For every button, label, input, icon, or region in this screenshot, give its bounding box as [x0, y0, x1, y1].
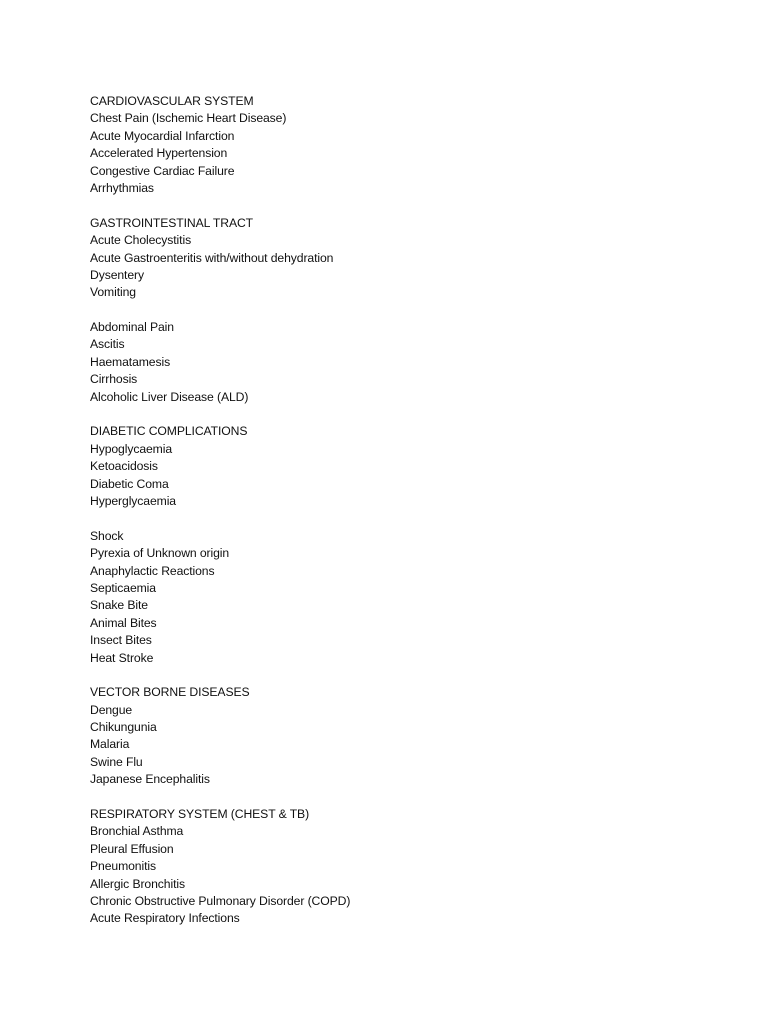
section-diabetic — [90, 423, 730, 510]
list-item: Septicaemia — [90, 580, 156, 595]
list-item: Chikungunia — [90, 720, 157, 735]
document-body — [90, 93, 730, 945]
list-item: Allergic Bronchitis — [90, 876, 185, 891]
list-item: Haematamesis — [90, 354, 171, 369]
list-item: Vomiting — [90, 285, 136, 300]
list-item: Alcoholic Liver Disease (ALD) — [90, 389, 249, 404]
list-item: Congestive Cardiac Failure — [90, 163, 235, 178]
list-item: Pleural Effusion — [90, 841, 174, 856]
list-item: Ketoacidosis — [90, 459, 158, 474]
list-item: Dengue — [90, 702, 133, 717]
list-item: Chronic Obstructive Pulmonary Disorder (COPD) — [90, 893, 351, 908]
list-item: Abdominal Pain — [90, 320, 174, 335]
section-cardiovascular — [90, 93, 730, 197]
list-item: Pneumonitis — [90, 859, 156, 874]
list-item: Accelerated Hypertension — [90, 146, 228, 161]
section-heading: CARDIOVASCULAR SYSTEM — [90, 94, 254, 108]
list-item: Pyrexia of Unknown origin — [90, 546, 230, 561]
list-item: Acute Respiratory Infections — [90, 911, 240, 926]
list-item: Swine Flu — [90, 754, 143, 769]
section-heading: VECTOR BORNE DISEASES — [90, 685, 250, 700]
list-item: Acute Gastroenteritis with/without dehydration — [90, 250, 334, 265]
list-item: Cirrhosis — [90, 372, 138, 387]
list-item: Chest Pain (Ischemic Heart Disease) — [90, 111, 287, 126]
list-item: Animal Bites — [90, 615, 157, 630]
list-item: Hyperglycaemia — [90, 493, 176, 508]
section-heading: DIABETIC COMPLICATIONS — [90, 424, 248, 439]
section-heading: GASTROINTESTINAL TRACT — [90, 215, 254, 230]
list-item: Arrhythmias — [90, 180, 154, 195]
list-item: Acute Myocardial Infarction — [90, 128, 235, 143]
list-item: Japanese Encephalitis — [90, 772, 210, 787]
list-item: Heat Stroke — [90, 650, 154, 665]
list-item: Diabetic Coma — [90, 476, 169, 491]
section-gastrointestinal — [90, 215, 730, 302]
list-item: Anaphylactic Reactions — [90, 563, 215, 578]
list-item: Bronchial Asthma — [90, 824, 184, 839]
section-respiratory — [90, 806, 730, 928]
list-item: Acute Cholecystitis — [90, 233, 192, 248]
section-heading: RESPIRATORY SYSTEM (CHEST & TB) — [90, 807, 310, 822]
list-item: Hypoglycaemia — [90, 441, 173, 456]
section-vector-borne — [90, 684, 730, 788]
list-item: Malaria — [90, 737, 130, 752]
list-item: Insect Bites — [90, 633, 152, 648]
list-item: Ascitis — [90, 337, 125, 352]
list-item: Shock — [90, 528, 124, 543]
list-item: Dysentery — [90, 267, 144, 282]
list-item: Snake Bite — [90, 598, 148, 613]
section-abdominal — [90, 319, 730, 406]
section-general — [90, 528, 730, 667]
